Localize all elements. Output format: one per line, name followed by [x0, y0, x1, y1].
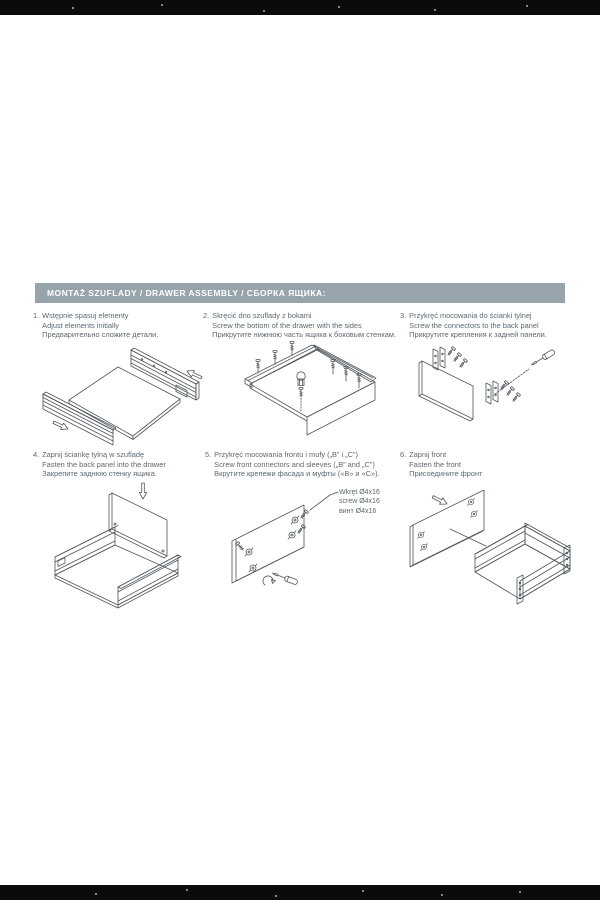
step-4-text-ru: Закрепите заднюю стенку ящика.: [42, 469, 157, 479]
screw-icon: [505, 386, 514, 396]
arrow-icon: [185, 368, 203, 381]
annotation-leader-line: [310, 492, 338, 510]
back-panel: [419, 361, 473, 421]
step-3-instructions: [400, 311, 572, 340]
bottom-black-bar: [0, 885, 600, 900]
annotation-en: screw Ø4x16: [339, 498, 380, 506]
top-black-bar: [0, 0, 600, 15]
screw-axis-line: [495, 369, 529, 394]
screw-icon: [273, 350, 277, 364]
arrow-icon: [431, 494, 449, 508]
step-4-text-pl: Zapnij ściankę tylną w szufladę: [42, 450, 145, 459]
step-3-text-ru: Прикрутите крепления к задней панели.: [409, 330, 547, 340]
step-3-drawing: [400, 337, 575, 447]
step-3-illustration: [400, 337, 575, 447]
screw-size-annotation: [339, 488, 409, 516]
step-6-text-pl: Zapnij front: [409, 450, 447, 459]
screw-icon: [357, 373, 361, 388]
step-2-text-en: Screw the bottom of the drawer with the sides: [212, 320, 362, 330]
step-3-number: 3.: [400, 311, 407, 320]
step-2-number: 2.: [203, 311, 210, 320]
step-6-text-ru: Присоедините фронт: [409, 469, 483, 479]
screw-icon: [331, 359, 335, 374]
step-6-drawing: [400, 477, 580, 622]
step-1-text-en: Adjust elements initially: [42, 320, 119, 330]
connector-bracket: [486, 381, 498, 404]
drawer-assembly: [245, 345, 376, 435]
screw-icon: [458, 358, 467, 368]
cam-fitting-icon: [288, 524, 306, 539]
arrow-icon: [139, 483, 146, 499]
step-5-number: 5.: [205, 450, 212, 459]
screw-icon: [499, 380, 508, 390]
screw-icon: [344, 366, 348, 381]
step-4-number: 4.: [33, 450, 40, 459]
screwdriver-icon: [531, 349, 556, 367]
connector-sleeve-icon: [297, 372, 305, 411]
screw-icon: [452, 352, 461, 362]
screw-icon: [256, 359, 260, 373]
front-panel: [232, 505, 304, 583]
step-5-text-ru: Вкрутите крепежи фасада и муфты («В» и «С»).: [214, 469, 380, 479]
connector-bracket: [433, 347, 445, 370]
side-rail-left: [43, 392, 116, 445]
annotation-ru: винт Ø4x16: [339, 507, 377, 515]
step-3-text-en: Screw the connectors to the back panel: [409, 320, 539, 330]
step-4-instructions: [33, 450, 201, 479]
step-1-instructions: [33, 311, 201, 340]
step-2-text-pl: Skręcić dno szuflady z bokami: [212, 311, 312, 320]
rotation-arrow-head: [272, 580, 276, 584]
step-4-text-en: Fasten the back panel into the drawer: [42, 459, 166, 469]
step-6-illustration: [400, 477, 580, 622]
drawer-bottom-panel: [69, 367, 180, 440]
cam-fitting-icon: [291, 509, 309, 524]
section-title: MONTAŻ SZUFLADY / DRAWER ASSEMBLY / СБОРКА ЯЩИКА:: [47, 288, 326, 298]
step-2-instructions: [203, 311, 400, 340]
step-6-number: 6.: [400, 450, 407, 459]
screw-icon: [290, 341, 294, 355]
step-6-instructions: [400, 450, 572, 479]
step-2-text-ru: Прикрутите нижнюю часть ящика к боковым стенкам.: [212, 330, 397, 340]
step-4-illustration: [30, 477, 210, 622]
step-6-text-en: Fasten the front: [409, 459, 461, 469]
step-5-text-pl: Przykręć mocowania frontu i mufy („B” i „C”): [214, 450, 358, 459]
step-5-text-en: Screw front connectors and sleeves („B” and „C”): [214, 459, 375, 469]
annotation-pl: Wkręt Ø4x16: [339, 489, 380, 496]
step-2-illustration: [205, 337, 395, 447]
section-title-bar: [35, 283, 565, 303]
step-1-text-ru: Предварительно сложите детали.: [42, 330, 159, 340]
screw-icon: [511, 392, 520, 402]
step-1-text-pl: Wstępnie spasuj elementy: [42, 311, 129, 320]
step-3-text-pl: Przykręć mocowania do ścianki tylnej: [409, 311, 532, 320]
step-2-drawing: [205, 337, 395, 447]
drawer-tray: [55, 526, 181, 609]
screwdriver-icon: [272, 571, 298, 585]
step-1-number: 1.: [33, 311, 40, 320]
screw-icon: [446, 346, 455, 356]
cam-fitting-icon: [235, 541, 253, 556]
step-1-illustration: [30, 337, 210, 447]
drawer-box: [475, 523, 570, 604]
step-4-drawing: [30, 477, 210, 622]
step-1-drawing: [30, 337, 210, 447]
